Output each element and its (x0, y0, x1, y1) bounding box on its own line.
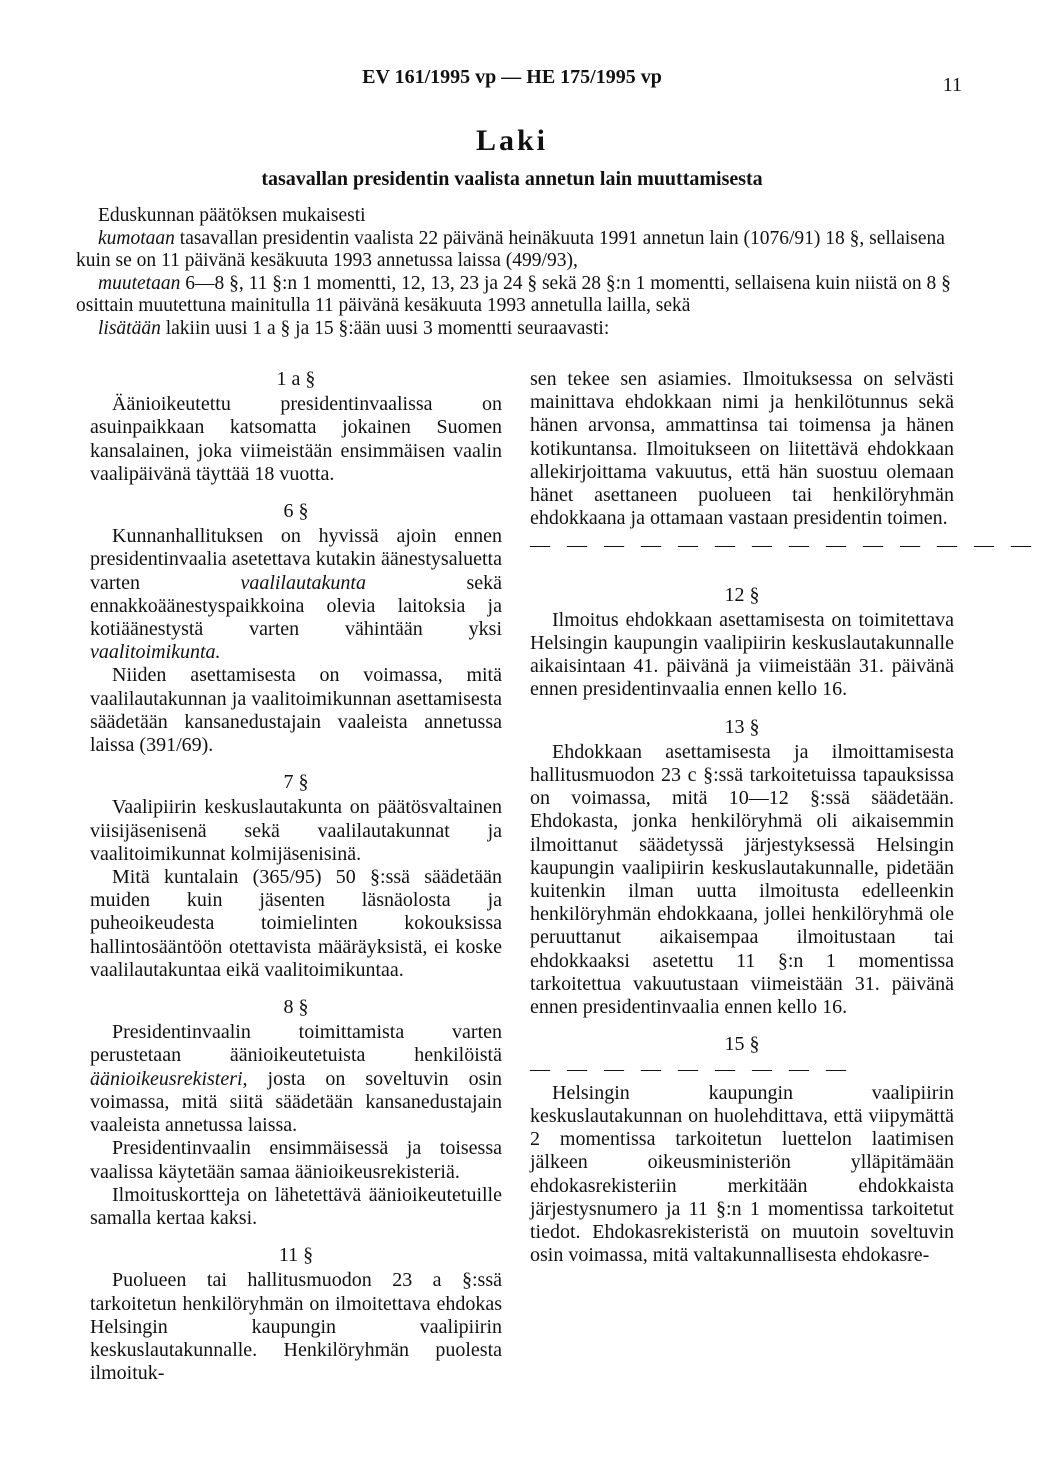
text-run: sekä ennakkoäänestyspaikkoina olevia laitoksia ja kotiäänestystä varten vähintään yksi (90, 571, 502, 641)
law-subtitle: tasavallan presidentin vaalista annetun lain muuttamisesta (261, 168, 763, 190)
section-8-heading: 8 § (283, 996, 309, 1019)
right-column (530, 368, 1037, 1267)
page-number: 11 (942, 74, 962, 96)
section-6-heading: 6 § (283, 500, 309, 523)
section-8-paragraph-3: Ilmoituskortteja on lähetettävä äänioikeutetuille samalla kertaa kaksi. (90, 1183, 502, 1229)
section-7-paragraph-2: Mitä kuntalain (365/95) 50 §:ssä säädetään muiden kuin jäsenten läsnäolosta ja puheoikeudesta toimielinten kokouksissa hallintosääntöön otettavista määräyksistä, ei koske vaalilautakuntaa eikä vaalitoimikuntaa. (90, 866, 502, 981)
section-7-paragraph-1: Vaalipiirin keskuslautakunta on päätösvaltainen viisijäsenisenä sekä vaalilautakunnat ja vaalitoimikunnat kolmijäsenisinä. (90, 796, 502, 865)
term-vaalitoimikunta: vaalitoimikunta. (90, 641, 221, 664)
preamble-lisataan (76, 318, 976, 341)
term-vaalilautakunta: vaalilautakunta (240, 571, 366, 594)
section-12-paragraph-1: Ilmoitus ehdokkaan asettamisesta on toimitettava Helsingin kaupungin vaalipiirin keskuslautakunnalle aikaisintaan 41. päivänä ja viimeistään 31. päivänä ennen presidentinvaalia ennen kello 16. (530, 608, 954, 701)
section-13-paragraph-1: Ehdokkaan asettamisesta ja ilmoittamisesta hallitusmuodon 23 c §:ssä tarkoitetuissa tapauksissa on voimassa, mitä 10—12 §:ssä säädetään. Ehdokasta, jonka henkilöryhmä oli aikaisemmin ilmoittanut säädetyssä järjestyksessä Helsingin kaupungin vaalipiirin keskuslautakunnalle, pidetään kuitenkin ilman uutta ilmoitusta edelleenkin henkilöryhmän ehdokkaana, jollei henkilöryhmä ole peruuttanut aikaisempaa ilmoitustaan tai ehdokkaaksi asetettu 11 §:n 1 momentissa tarkoitettua vakuutustaan viimeistään 31. päivänä ennen presidentinvaalia ennen kello 16. (530, 740, 954, 1019)
text-run: Kunnanhallituksen on hyvissä ajoin ennen presidentinvaalia asetettava kutakin äänestysaluetta varten (90, 525, 502, 594)
muutetaan-label: muutetaan (98, 272, 181, 294)
section-15-heading: 15 § (724, 1033, 760, 1056)
law-title: Laki (475, 124, 549, 157)
section-13-heading: 13 § (724, 715, 760, 738)
section-11-heading: 11 § (278, 1244, 314, 1267)
lisataan-label: lisätään (98, 317, 161, 339)
page-header (0, 66, 1024, 96)
section-12-heading: 12 § (724, 583, 760, 606)
kumotaan-text: tasavallan presidentin vaalista 22 päivänä heinäkuuta 1991 annetun lain (1076/91) 18 §, sellaisena kuin se on 11 päivänä kesäkuuta 1993 annetussa laissa (499/93), (76, 227, 945, 271)
text-run: Presidentinvaalin toimittamista varten perustetaan äänioikeutetuista henkilöistä (90, 1021, 502, 1067)
section-11-paragraph-1: Puolueen tai hallitusmuodon 23 a §:ssä tarkoitetun henkilöryhmän on ilmoitettava ehdokas Helsingin kaupungin vaalipiirin keskuslautakunnalle. Henkilöryhmän puolesta ilmoituk- (90, 1269, 502, 1385)
omission-mark: — — — — — — — — — — — — — — (530, 534, 1037, 557)
section-6-paragraph-2: Niiden asettamisesta on voimassa, mitä vaalilautakunnan ja vaalitoimikunnan asettamisesta säädetään kansanedustajain vaaleista annetussa laissa (391/69). (90, 664, 502, 757)
section-15-omission: — — — — — — — — — (530, 1058, 852, 1081)
text-run: josta on soveltuvin osin voimassa, mitä siitä säädetään kansanedustajain vaaleista annetussa laissa. (90, 1067, 502, 1137)
section-8-paragraph-2: Presidentinvaalin ensimmäisessä ja toisessa vaalissa käytetään samaa äänioikeusrekisteriä. (90, 1137, 502, 1183)
lisataan-text: lakiin uusi 1 a § ja 15 §:ään uusi 3 momentti seuraavasti: (160, 317, 610, 339)
muutetaan-text: 6—8 §, 11 §:n 1 momentti, 12, 13, 23 ja 24 § sekä 28 §:n 1 momentti, sellaisena kuin niistä on 8 § osittain muutettuna mainitulla 11 päivänä kesäkuuta 1993 annetulla lailla, sekä (76, 272, 951, 316)
term-aanioikeusrekisteri: äänioikeusrekisteri, (90, 1067, 248, 1090)
section-7-heading: 7 § (283, 771, 309, 794)
left-column (90, 368, 502, 1385)
section-1a-heading: 1 a § (276, 368, 316, 390)
preamble (76, 205, 976, 340)
preamble-intro: Eduskunnan päätöksen mukaisesti (98, 205, 366, 226)
kumotaan-label: kumotaan (98, 227, 175, 249)
section-1a-paragraph: Äänioikeutettu presidentinvaalissa on asuinpaikkaan katsomatta jokainen Suomen kansalainen, joka viimeistään ensimmäisen vaalin vaalipäivänä täyttää 18 vuotta. (90, 393, 502, 485)
document-reference: EV 161/1995 vp — HE 175/1995 vp (362, 66, 662, 88)
section-11-continuation: sen tekee sen asiamies. Ilmoituksessa on selvästi mainittava ehdokkaan nimi ja henkilötunnus sekä hänen arvonsa, ammattinsa tai toimensa ja hänen kotikuntansa. Ilmoitukseen on liitettävä ehdokkaan allekirjoittama vakuutus, että hän suostuu olemaan hänet asettaneen puolueen tai henkilöryhmän ehdokkaana ja ottamaan vastaan presidentin toimen. (530, 368, 954, 530)
section-8-paragraph-1 (90, 1021, 502, 1137)
section-6-paragraph-1 (90, 525, 502, 664)
preamble-muutetaan (76, 273, 976, 318)
section-15-paragraph-1: Helsingin kaupungin vaalipiirin keskuslautakunnan on huolehdittava, että viipymättä 2 momentissa tarkoitetun luettelon laatimisen jälkeen oikeusministeriön ylläpitämään ehdokasrekisteriin merkitään ehdokkaista järjestysnumero ja 11 §:n 1 momentissa tarkoitetut tiedot. Ehdokasrekisteristä on muutoin soveltuvin osin voimassa, mitä valtakunnallisesta ehdokasre- (530, 1081, 954, 1267)
preamble-kumotaan (76, 228, 976, 273)
